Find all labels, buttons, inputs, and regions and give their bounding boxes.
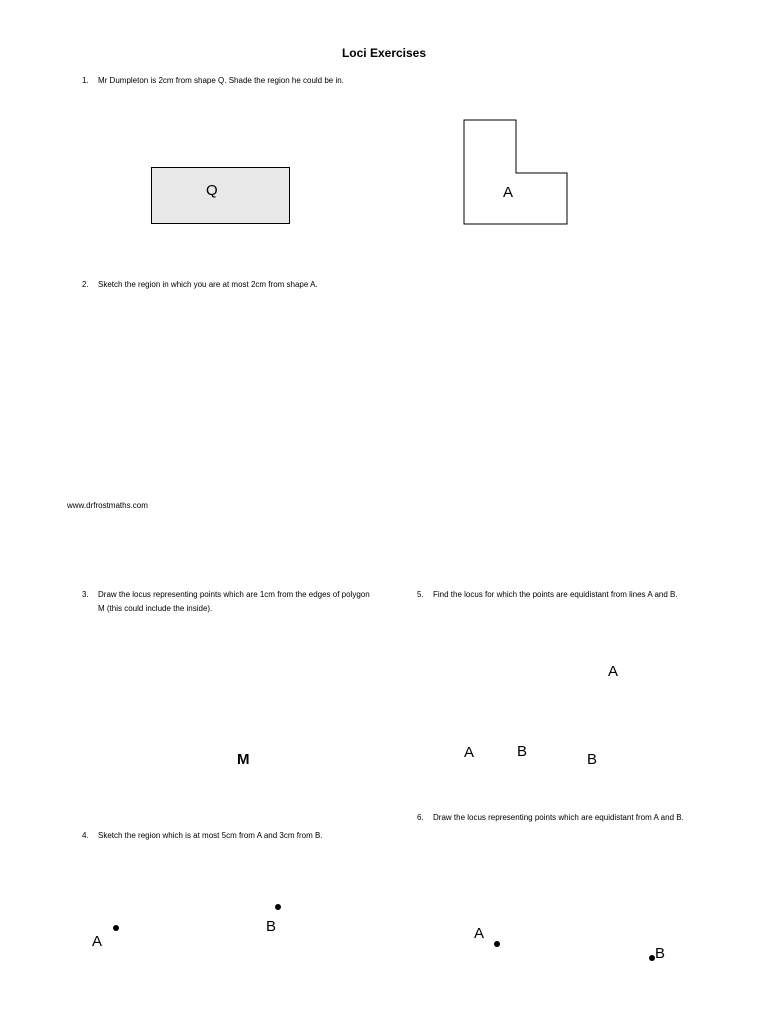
page-title: Loci Exercises (341, 46, 427, 60)
question-3-text: Draw the locus representing points which are 1cm from the edges of polygon M (this could include the inside). (98, 590, 370, 613)
q6-point-a-dot (494, 941, 500, 947)
line-b-start-label: B (517, 743, 528, 760)
question-5 (417, 588, 707, 618)
line-a-end-label: A (608, 663, 619, 680)
question-2-text: Sketch the region in which you are at most 2cm from shape A. (98, 280, 318, 289)
shape-a (460, 116, 572, 229)
shape-q (151, 167, 290, 224)
question-4-text: Sketch the region which is at most 5cm from A and 3cm from B. (98, 831, 323, 840)
point-b-label: B (266, 918, 277, 935)
q6-point-b-label: B (655, 945, 666, 962)
question-4 (82, 829, 382, 843)
question-6 (417, 811, 707, 841)
q6-point-a-label: A (474, 925, 485, 942)
question-2 (82, 278, 402, 292)
question-6-number: 6. (417, 813, 424, 822)
point-b-dot (275, 904, 281, 910)
question-3-number: 3. (82, 590, 89, 599)
point-a-label: A (92, 933, 103, 950)
line-b-end-label: B (587, 751, 598, 768)
polygon-m-label: M (237, 751, 250, 768)
question-5-number: 5. (417, 590, 424, 599)
question-2-number: 2. (82, 280, 89, 289)
question-1 (82, 74, 372, 104)
question-4-number: 4. (82, 831, 89, 840)
question-6-text: Draw the locus representing points which are equidistant from A and B. (433, 813, 684, 822)
shape-q-label: Q (206, 182, 218, 199)
shape-a-label: A (503, 184, 514, 201)
point-a-dot (113, 925, 119, 931)
question-3 (82, 588, 382, 618)
line-a-start-label: A (464, 744, 475, 761)
footer-url: www.drfrostmaths.com (67, 501, 148, 510)
question-5-text: Find the locus for which the points are equidistant from lines A and B. (433, 590, 678, 599)
question-1-number: 1. (82, 76, 89, 85)
question-1-text: Mr Dumpleton is 2cm from shape Q. Shade the region he could be in. (98, 76, 344, 85)
